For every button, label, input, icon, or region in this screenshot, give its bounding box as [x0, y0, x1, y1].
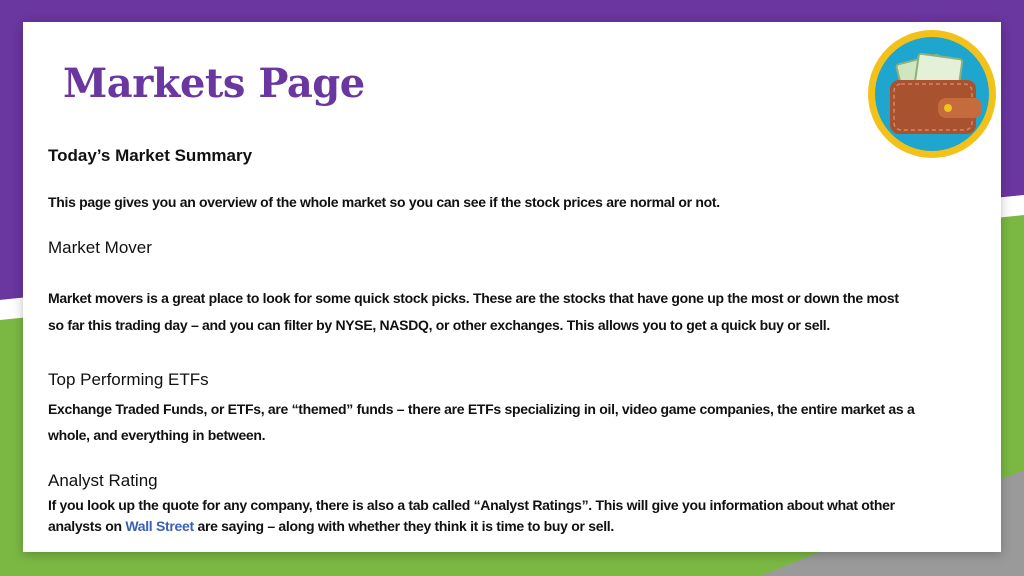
analyst-text-suffix: are saying – along with whether they think it is time to buy or sell. — [193, 518, 614, 534]
analyst-text-line1: If you look up the quote for any company, there is also a tab called “Analyst Ratings”. This will give you information about what other — [48, 497, 895, 513]
wallet-badge — [866, 28, 998, 160]
market-mover-text-line1: Market movers is a great place to look for some quick stock picks. These are the stocks that have gone up the most or down the most — [48, 290, 899, 306]
analyst-text-line2 — [48, 518, 983, 534]
etfs-text-line2: whole, and everything in between. — [48, 427, 266, 443]
etfs-heading: Top Performing ETFs — [48, 370, 209, 389]
market-mover-text-line2: so far this trading day – and you can filter by NYSE, NASDQ, or other exchanges. This allows you to get a quick buy or sell. — [48, 317, 830, 333]
analyst-heading: Analyst Rating — [48, 471, 158, 490]
wall-street-link[interactable]: Wall Street — [125, 518, 194, 534]
page-title: Markets Page — [63, 60, 365, 107]
analyst-text-prefix: analysts on — [48, 518, 126, 534]
wallet-icon — [866, 28, 998, 160]
content-card — [23, 22, 1001, 552]
market-mover-heading: Market Mover — [48, 238, 152, 257]
etfs-text-line1: Exchange Traded Funds, or ETFs, are “themed” funds – there are ETFs specializing in oil, video game companies, the entire market as a — [48, 401, 915, 417]
summary-heading: Today’s Market Summary — [48, 146, 253, 165]
summary-text: This page gives you an overview of the whole market so you can see if the stock prices are normal or not. — [48, 194, 720, 210]
